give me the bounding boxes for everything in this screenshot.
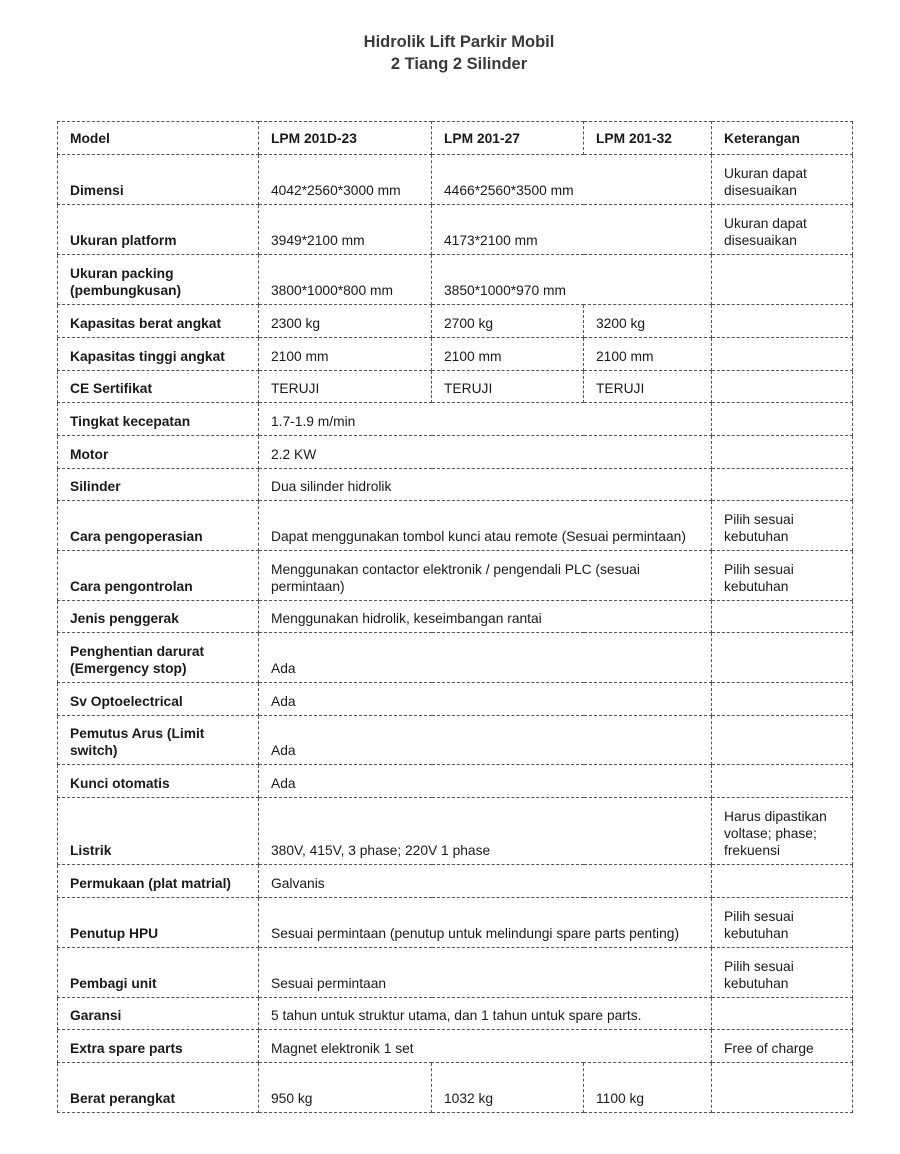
cell-remark: Pilih sesuai kebutuhan [712, 501, 853, 551]
cell-remark [712, 436, 853, 469]
cell-remark [712, 601, 853, 633]
cell-remark: Pilih sesuai kebutuhan [712, 948, 853, 998]
cell-value: TERUJI [432, 371, 584, 403]
table-row [58, 436, 853, 469]
table-row [58, 865, 853, 898]
header-model-2: LPM 201-27 [432, 122, 584, 155]
cell-remark: Ukuran dapat disesuaikan [712, 155, 853, 205]
table-row [58, 716, 853, 765]
cell-remark [712, 255, 853, 305]
cell-value: Sesuai permintaan (penutup untuk melindungi spare parts penting) [259, 898, 712, 948]
cell-value: 2100 mm [432, 338, 584, 371]
title-line-1: Hidrolik Lift Parkir Mobil [363, 33, 555, 51]
cell-value: 3200 kg [584, 305, 712, 338]
cell-value: Sesuai permintaan [259, 948, 712, 998]
document-title [0, 31, 900, 75]
header-model-1: LPM 201D-23 [259, 122, 432, 155]
table-row [58, 601, 853, 633]
cell-value: Ada [259, 765, 712, 798]
cell-value: 3949*2100 mm [259, 205, 432, 255]
table-row [58, 898, 853, 948]
cell-value: Menggunakan hidrolik, keseimbangan rantai [259, 601, 712, 633]
row-label: CE Sertifikat [58, 371, 259, 403]
row-label: Cara pengontrolan [58, 551, 259, 601]
cell-value: Dapat menggunakan tombol kunci atau remote (Sesuai permintaan) [259, 501, 712, 551]
cell-remark [712, 305, 853, 338]
table-row [58, 633, 853, 683]
cell-value: 1.7-1.9 m/min [259, 403, 712, 436]
cell-remark [712, 998, 853, 1030]
row-label: Ukuran packing (pembungkusan) [58, 255, 259, 305]
table-row [58, 501, 853, 551]
cell-value: 3800*1000*800 mm [259, 255, 432, 305]
cell-value: 4042*2560*3000 mm [259, 155, 432, 205]
row-label: Dimensi [58, 155, 259, 205]
cell-value: Ada [259, 683, 712, 716]
row-label: Silinder [58, 469, 259, 501]
cell-value: Ada [259, 716, 712, 765]
row-label: Extra spare parts [58, 1030, 259, 1063]
row-label: Tingkat kecepatan [58, 403, 259, 436]
table-row [58, 1030, 853, 1063]
cell-value: 3850*1000*970 mm [432, 255, 712, 305]
row-label: Listrik [58, 798, 259, 865]
table-header-row [58, 122, 853, 155]
cell-value: TERUJI [259, 371, 432, 403]
table-row [58, 305, 853, 338]
row-label: Penghentian darurat (Emergency stop) [58, 633, 259, 683]
table-row [58, 371, 853, 403]
table-row [58, 155, 853, 205]
table-row [58, 683, 853, 716]
table-row [58, 338, 853, 371]
table-row [58, 255, 853, 305]
row-label: Kunci otomatis [58, 765, 259, 798]
spec-table [57, 121, 853, 1113]
table-row [58, 469, 853, 501]
cell-remark [712, 865, 853, 898]
row-label: Pemutus Arus (Limit switch) [58, 716, 259, 765]
cell-value: Dua silinder hidrolik [259, 469, 712, 501]
title-line-2: 2 Tiang 2 Silinder [390, 55, 528, 73]
cell-remark [712, 683, 853, 716]
header-remark: Keterangan [712, 122, 853, 155]
cell-value: 2700 kg [432, 305, 584, 338]
cell-value: 1032 kg [432, 1063, 584, 1113]
row-label: Kapasitas berat angkat [58, 305, 259, 338]
row-label: Cara pengoperasian [58, 501, 259, 551]
cell-value: 4466*2560*3500 mm [432, 155, 712, 205]
cell-value: 2.2 KW [259, 436, 712, 469]
cell-remark [712, 716, 853, 765]
row-label: Permukaan (plat matrial) [58, 865, 259, 898]
cell-value: Magnet elektronik 1 set [259, 1030, 712, 1063]
cell-value: Ada [259, 633, 712, 683]
cell-value: 950 kg [259, 1063, 432, 1113]
table-row [58, 403, 853, 436]
table-row [58, 948, 853, 998]
header-model-3: LPM 201-32 [584, 122, 712, 155]
cell-value: 1100 kg [584, 1063, 712, 1113]
cell-value: 4173*2100 mm [432, 205, 712, 255]
cell-remark: Pilih sesuai kebutuhan [712, 551, 853, 601]
cell-remark: Pilih sesuai kebutuhan [712, 898, 853, 948]
table-row [58, 551, 853, 601]
cell-remark [712, 338, 853, 371]
table-row [58, 765, 853, 798]
row-label: Sv Optoelectrical [58, 683, 259, 716]
cell-remark [712, 403, 853, 436]
table-row [58, 1063, 853, 1113]
table-row [58, 798, 853, 865]
cell-remark [712, 371, 853, 403]
row-label: Motor [58, 436, 259, 469]
table-row [58, 998, 853, 1030]
cell-value: 2100 mm [584, 338, 712, 371]
cell-remark: Harus dipastikan voltase; phase; frekuensi [712, 798, 853, 865]
row-label: Penutup HPU [58, 898, 259, 948]
cell-value: Menggunakan contactor elektronik / pengendali PLC (sesuai permintaan) [259, 551, 712, 601]
cell-value: TERUJI [584, 371, 712, 403]
cell-value: 380V, 415V, 3 phase; 220V 1 phase [259, 798, 712, 865]
cell-value: 2300 kg [259, 305, 432, 338]
cell-remark: Ukuran dapat disesuaikan [712, 205, 853, 255]
cell-value: 2100 mm [259, 338, 432, 371]
cell-remark: Free of charge [712, 1030, 853, 1063]
cell-remark [712, 633, 853, 683]
table-row [58, 205, 853, 255]
row-label: Pembagi unit [58, 948, 259, 998]
row-label: Berat perangkat [58, 1063, 259, 1113]
cell-remark [712, 1063, 853, 1113]
row-label: Ukuran platform [58, 205, 259, 255]
cell-value: Galvanis [259, 865, 712, 898]
cell-value: 5 tahun untuk struktur utama, dan 1 tahun untuk spare parts. [259, 998, 712, 1030]
row-label: Jenis penggerak [58, 601, 259, 633]
row-label: Kapasitas tinggi angkat [58, 338, 259, 371]
cell-remark [712, 469, 853, 501]
cell-remark [712, 765, 853, 798]
header-model: Model [58, 122, 259, 155]
row-label: Garansi [58, 998, 259, 1030]
